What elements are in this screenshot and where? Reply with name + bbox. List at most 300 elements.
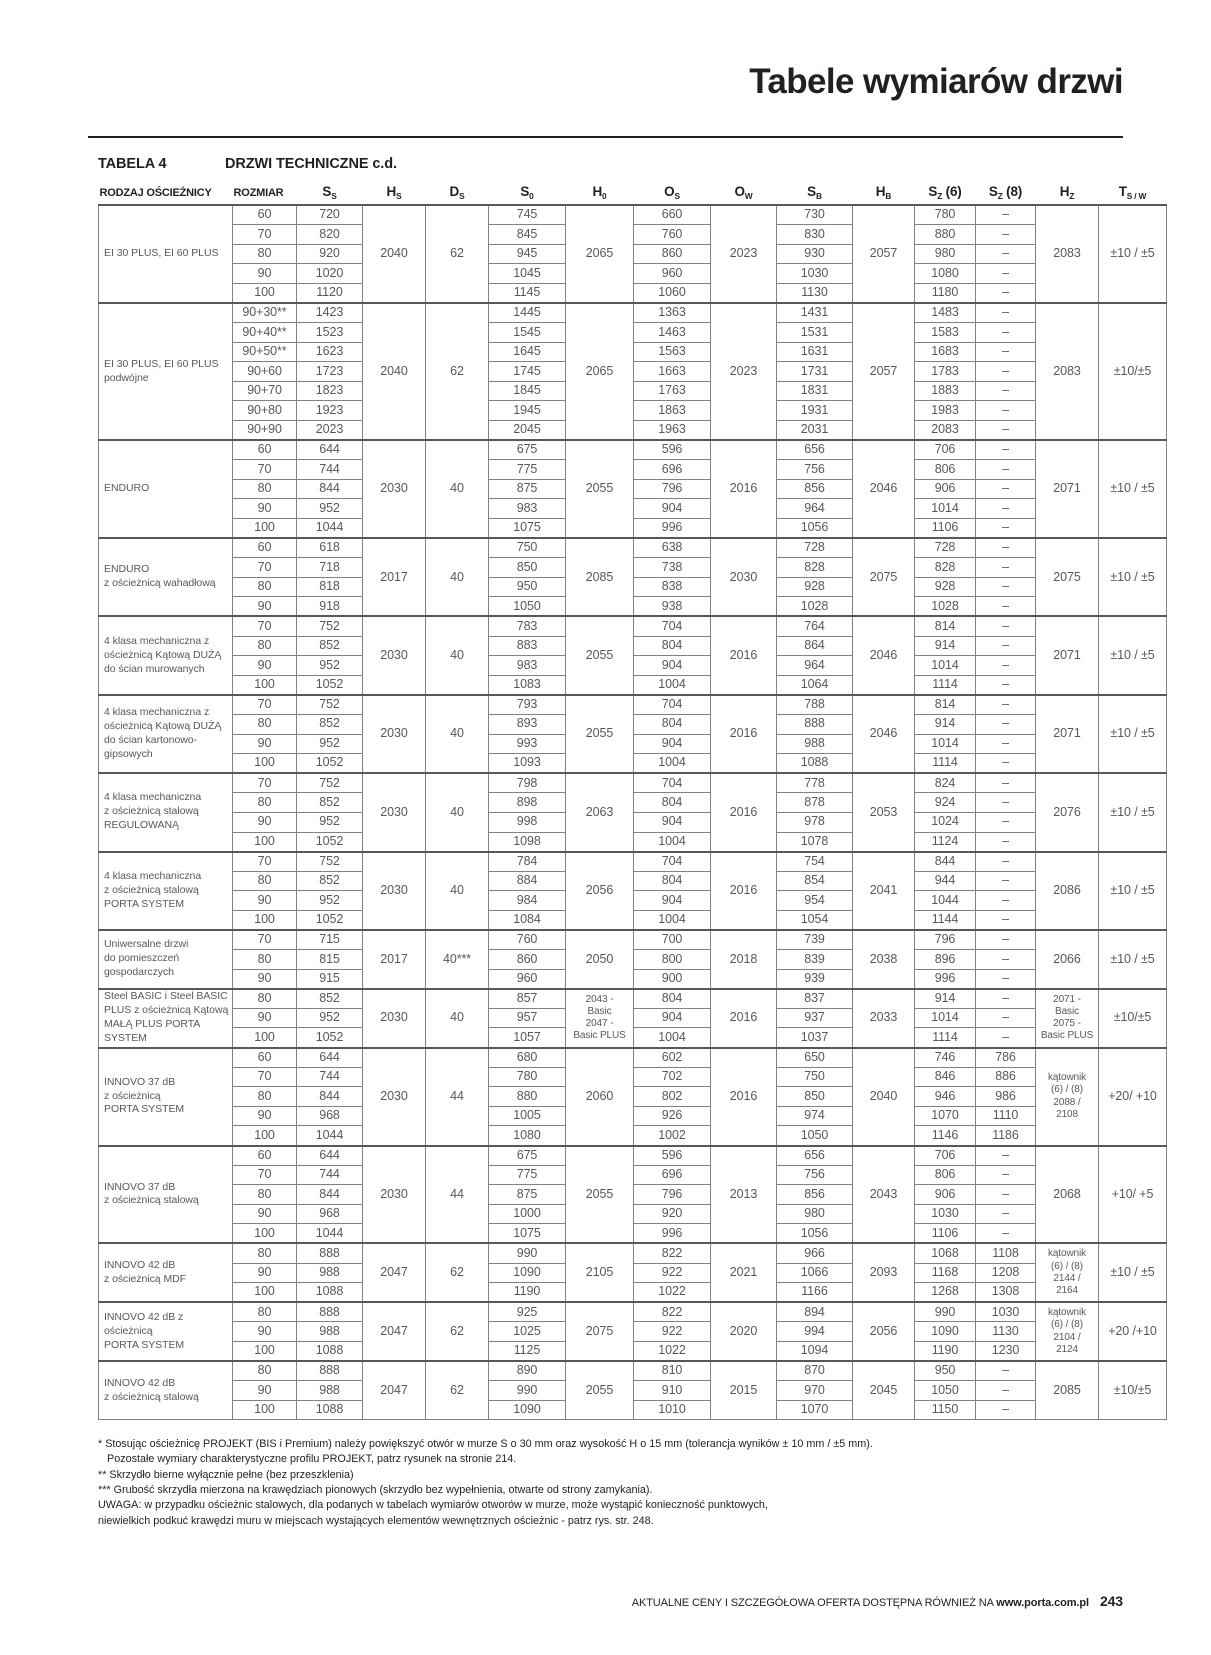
cell-rodzaj: INNOVO 42 dB z ościeżnicą stalową [99,1361,233,1420]
cell-ho: 2105 [566,1243,634,1302]
cell-os: 804 [634,714,711,734]
cell-os: 704 [634,695,711,715]
cell-sb: 1028 [777,597,853,617]
cell-hz: kątownik (6) / (8) 2144 / 2164 [1036,1243,1099,1302]
cell-os: 926 [634,1106,711,1126]
cell-ds: 40 [426,989,489,1048]
cell-sz6: 1014 [915,1008,976,1028]
cell-sz6: 746 [915,1048,976,1068]
cell-sb: 1056 [777,519,853,539]
cell-hb: 2057 [853,303,915,440]
cell-sz8: – [976,793,1036,813]
cell-rozmiar: 60 [233,538,297,558]
cell-rozmiar: 100 [233,1028,297,1048]
cell-rozmiar: 90 [233,1381,297,1401]
cell-ss: 752 [297,852,363,872]
cell-os: 1060 [634,283,711,303]
cell-rozmiar: 90 [233,656,297,676]
cell-os: 904 [634,499,711,519]
cell-ow: 2018 [711,930,777,989]
cell-ss: 1052 [297,910,363,930]
cell-sz8: 986 [976,1087,1036,1107]
cell-rodzaj: INNOVO 42 dB z ościeżnicą MDF [99,1243,233,1302]
cell-ho: 2043 - Basic 2047 - Basic PLUS [566,989,634,1048]
cell-so: 1000 [489,1204,566,1224]
cell-sz6: 814 [915,695,976,715]
cell-sb: 937 [777,1008,853,1028]
cell-os: 904 [634,734,711,754]
cell-sb: 878 [777,793,853,813]
cell-sb: 954 [777,891,853,911]
cell-so: 960 [489,969,566,989]
cell-os: 1022 [634,1341,711,1361]
cell-so: 2045 [489,421,566,441]
cell-rozmiar: 70 [233,852,297,872]
cell-so: 1075 [489,1224,566,1244]
cell-sz8: – [976,1361,1036,1381]
cell-sz6: 806 [915,1165,976,1185]
cell-rozmiar: 90 [233,1008,297,1028]
table-row [99,1048,1167,1068]
cell-ss: 1052 [297,1028,363,1048]
cell-sz6: 880 [915,225,976,245]
cell-os: 900 [634,969,711,989]
cell-hz: 2071 [1036,440,1099,538]
cell-sz6: 1150 [915,1400,976,1420]
cell-ss: 815 [297,950,363,970]
cell-sz6: 1983 [915,401,976,421]
dimensions-table [98,184,1167,1420]
cell-ds: 40 [426,538,489,616]
cell-os: 922 [634,1322,711,1342]
cell-sz6: 814 [915,616,976,636]
cell-sz6: 914 [915,989,976,1009]
cell-os: 922 [634,1263,711,1283]
cell-so: 984 [489,891,566,911]
cell-ss: 952 [297,1008,363,1028]
cell-sb: 894 [777,1302,853,1322]
cell-rozmiar: 90+90 [233,421,297,441]
cell-rozmiar: 70 [233,460,297,480]
cell-so: 745 [489,205,566,225]
cell-so: 1093 [489,754,566,774]
cell-ss: 644 [297,1048,363,1068]
table-row [99,440,1167,460]
cell-hb: 2043 [853,1146,915,1244]
cell-os: 860 [634,244,711,264]
cell-rodzaj: ENDURO z ościeżnicą wahadłową [99,538,233,616]
cell-sz6: 846 [915,1067,976,1087]
cell-os: 1004 [634,832,711,852]
cell-ss: 888 [297,1302,363,1322]
cell-so: 760 [489,930,566,950]
cell-sb: 994 [777,1322,853,1342]
col-header-so: $S_0$ [520,184,534,201]
footnote-line: *** Grubość skrzydła mierzona na krawędziach pionowych (skrzydło bez wypełnienia, otwarte od strony zamykania). [98,1483,653,1496]
footnotes [98,1437,1098,1529]
cell-so: 675 [489,1146,566,1166]
cell-hz: 2068 [1036,1146,1099,1244]
cell-hb: 2038 [853,930,915,989]
footer-text: AKTUALNE CENY I SZCZEGÓŁOWA OFERTA DOSTĘPNA RÓWNIEŻ NA [631,1597,994,1609]
cell-os: 1463 [634,323,711,343]
cell-ss: 920 [297,244,363,264]
cell-sb: 1094 [777,1341,853,1361]
cell-so: 1080 [489,1126,566,1146]
cell-sb: 1066 [777,1263,853,1283]
cell-sb: 1531 [777,323,853,343]
cell-hz: kątownik (6) / (8) 2104 / 2124 [1036,1302,1099,1361]
cell-hb: 2046 [853,616,915,694]
cell-hz: 2085 [1036,1361,1099,1420]
cell-os: 1004 [634,910,711,930]
cell-sz8: 1208 [976,1263,1036,1283]
cell-hs: 2040 [363,205,426,303]
cell-hb: 2075 [853,538,915,616]
cell-so: 1745 [489,362,566,382]
cell-sb: 1166 [777,1283,853,1303]
cell-so: 1083 [489,675,566,695]
col-header-hs: $H_S$ [386,184,402,201]
cell-hs: 2017 [363,930,426,989]
col-header-sz8: $S_Z$ (8) [988,184,1023,201]
cell-sz6: 1014 [915,734,976,754]
cell-sz8: – [976,421,1036,441]
cell-sz8: – [976,342,1036,362]
cell-hs: 2030 [363,852,426,930]
cell-hb: 2053 [853,773,915,851]
cell-rozmiar: 90 [233,734,297,754]
cell-sz8: – [976,871,1036,891]
cell-os: 1010 [634,1400,711,1420]
cell-tsw: ±10/±5 [1099,989,1167,1048]
cell-hb: 2041 [853,852,915,930]
cell-sb: 837 [777,989,853,1009]
cell-ss: 844 [297,1087,363,1107]
cell-sz8: – [976,244,1036,264]
cell-os: 1963 [634,421,711,441]
cell-sb: 739 [777,930,853,950]
cell-sz8: – [976,734,1036,754]
cell-sz8: – [976,479,1036,499]
cell-sz8: – [976,616,1036,636]
cell-sz8: – [976,538,1036,558]
cell-sz6: 828 [915,558,976,578]
cell-tsw: ±10 / ±5 [1099,773,1167,851]
cell-rozmiar: 70 [233,616,297,636]
cell-hb: 2033 [853,989,915,1048]
page-number: 243 [1099,1593,1123,1609]
cell-ho: 2055 [566,1361,634,1420]
table-row [99,1302,1167,1322]
cell-rozmiar: 60 [233,1048,297,1068]
cell-ss: 644 [297,1146,363,1166]
cell-ho: 2085 [566,538,634,616]
table-row [99,773,1167,793]
cell-ds: 62 [426,205,489,303]
cell-sz6: 796 [915,930,976,950]
cell-sb: 1064 [777,675,853,695]
cell-sz8: – [976,205,1036,225]
cell-sz8: – [976,636,1036,656]
cell-sz8: 1108 [976,1243,1036,1263]
cell-so: 875 [489,1185,566,1205]
cell-sb: 854 [777,871,853,891]
cell-rodzaj: 4 klasa mechaniczna z ościeżnicą stalową PORTA SYSTEM [99,852,233,930]
table-body [99,205,1167,1420]
cell-rozmiar: 90 [233,891,297,911]
cell-sz8: – [976,695,1036,715]
cell-tsw: ±10 / ±5 [1099,930,1167,989]
cell-sz6: 996 [915,969,976,989]
cell-ds: 62 [426,1243,489,1302]
cell-sz8: – [976,1165,1036,1185]
cell-ds: 40 [426,773,489,851]
dimensions-table-wrapper [98,184,1157,1420]
cell-ss: 2023 [297,421,363,441]
cell-rozmiar: 90+70 [233,381,297,401]
cell-sb: 928 [777,577,853,597]
cell-sz6: 950 [915,1361,976,1381]
cell-sb: 656 [777,440,853,460]
cell-hz: 2066 [1036,930,1099,989]
cell-ss: 715 [297,930,363,950]
cell-ss: 744 [297,1165,363,1185]
cell-sb: 1631 [777,342,853,362]
cell-so: 957 [489,1008,566,1028]
cell-rozmiar: 100 [233,519,297,539]
cell-os: 822 [634,1243,711,1263]
cell-ho: 2060 [566,1048,634,1146]
cell-sb: 1056 [777,1224,853,1244]
cell-so: 860 [489,950,566,970]
cell-tsw: ±10 / ±5 [1099,440,1167,538]
cell-sz8: – [976,675,1036,695]
cell-os: 1663 [634,362,711,382]
cell-ss: 1623 [297,342,363,362]
cell-sb: 1037 [777,1028,853,1048]
cell-rozmiar: 80 [233,1302,297,1322]
cell-ss: 952 [297,499,363,519]
cell-ow: 2023 [711,303,777,440]
cell-sz6: 944 [915,871,976,891]
cell-rozmiar: 100 [233,832,297,852]
cell-os: 904 [634,891,711,911]
cell-ho: 2050 [566,930,634,989]
cell-sb: 970 [777,1381,853,1401]
cell-os: 800 [634,950,711,970]
cell-rozmiar: 80 [233,1361,297,1381]
col-header-ds: $D_S$ [449,184,465,201]
cell-ss: 1423 [297,303,363,323]
cell-hz: 2086 [1036,852,1099,930]
cell-rozmiar: 80 [233,1243,297,1263]
cell-rozmiar: 80 [233,577,297,597]
cell-rozmiar: 80 [233,636,297,656]
cell-ho: 2056 [566,852,634,930]
cell-os: 1363 [634,303,711,323]
cell-ss: 1044 [297,1126,363,1146]
cell-os: 802 [634,1087,711,1107]
cell-sz8: – [976,1224,1036,1244]
cell-tsw: +20/ +10 [1099,1048,1167,1146]
cell-rozmiar: 90 [233,499,297,519]
cell-sz6: 1050 [915,1381,976,1401]
cell-sz6: 1114 [915,754,976,774]
cell-sz8: – [976,597,1036,617]
cell-sz8: – [976,656,1036,676]
cell-hb: 2093 [853,1243,915,1302]
cell-rozmiar: 90+40** [233,323,297,343]
cell-hs: 2047 [363,1361,426,1420]
cell-ow: 2016 [711,989,777,1048]
cell-sz8: – [976,1146,1036,1166]
cell-rodzaj: INNOVO 37 dB z ościeżnicą PORTA SYSTEM [99,1048,233,1146]
cell-os: 804 [634,989,711,1009]
cell-sb: 830 [777,225,853,245]
cell-rozmiar: 70 [233,1165,297,1185]
cell-ss: 988 [297,1263,363,1283]
cell-ow: 2016 [711,695,777,773]
cell-sz6: 1044 [915,891,976,911]
cell-os: 822 [634,1302,711,1322]
cell-os: 704 [634,852,711,872]
cell-so: 1845 [489,381,566,401]
cell-sb: 980 [777,1204,853,1224]
cell-sb: 839 [777,950,853,970]
cell-rodzaj: Steel BASIC i Steel BASIC PLUS z ościeżnicą Kątową MAŁĄ PLUS PORTA SYSTEM [99,989,233,1048]
cell-sz6: 1144 [915,910,976,930]
cell-sb: 966 [777,1243,853,1263]
cell-sz8: – [976,1204,1036,1224]
cell-os: 638 [634,538,711,558]
footnote-line: * Stosując ościeżnicę PROJEKT (BIS i Premium) należy powiększyć otwór w murze S o 30 mm oraz wysokość H o 15 mm (tolerancja wyników ± 10 mm / ±5 mm). [98,1438,873,1450]
cell-os: 938 [634,597,711,617]
cell-ho: 2063 [566,773,634,851]
cell-ss: 852 [297,793,363,813]
cell-sb: 788 [777,695,853,715]
cell-sz6: 1106 [915,1224,976,1244]
cell-sz6: 1883 [915,381,976,401]
footnote-line: Pozostałe wymiary charakterystyczne profilu PROJEKT, patrz rysunek na stronie 214. [107,1453,517,1466]
cell-so: 845 [489,225,566,245]
cell-rozmiar: 90 [233,264,297,284]
cell-sz6: 1028 [915,597,976,617]
cell-sz6: 928 [915,577,976,597]
cell-rozmiar: 90 [233,597,297,617]
cell-hz: 2076 [1036,773,1099,851]
cell-os: 804 [634,793,711,813]
cell-sb: 856 [777,1185,853,1205]
cell-sz6: 1030 [915,1204,976,1224]
cell-so: 780 [489,1067,566,1087]
cell-sz6: 946 [915,1087,976,1107]
cell-ss: 952 [297,812,363,832]
cell-sz8: – [976,225,1036,245]
cell-ss: 618 [297,538,363,558]
cell-sb: 864 [777,636,853,656]
cell-so: 1084 [489,910,566,930]
cell-tsw: ±10 / ±5 [1099,616,1167,694]
cell-hs: 2017 [363,538,426,616]
cell-sz6: 906 [915,1185,976,1205]
cell-ss: 1088 [297,1283,363,1303]
cell-so: 775 [489,460,566,480]
cell-so: 893 [489,714,566,734]
cell-sb: 1931 [777,401,853,421]
cell-os: 1004 [634,1028,711,1048]
table-row [99,616,1167,636]
cell-sb: 888 [777,714,853,734]
cell-sz8: – [976,754,1036,774]
cell-ss: 744 [297,460,363,480]
cell-sb: 1130 [777,283,853,303]
cell-sz6: 1024 [915,812,976,832]
cell-ss: 852 [297,989,363,1009]
cell-hs: 2030 [363,1048,426,1146]
cell-sb: 1030 [777,264,853,284]
cell-ss: 1120 [297,283,363,303]
cell-rozmiar: 60 [233,440,297,460]
col-header-ss: $S_S$ [322,184,337,201]
cell-ss: 918 [297,597,363,617]
cell-sz8: – [976,714,1036,734]
footnote-line: niewielkich podkuć krawędzi muru w miejscach wystających elementów wewnętrznych ościeżnic - patrz rys. str. 248. [98,1514,654,1527]
cell-sb: 730 [777,205,853,225]
cell-so: 890 [489,1361,566,1381]
cell-rozmiar: 80 [233,950,297,970]
cell-sz8: 1030 [976,1302,1036,1322]
cell-os: 696 [634,1165,711,1185]
cell-os: 660 [634,205,711,225]
cell-sz8: – [976,460,1036,480]
table-row [99,205,1167,225]
cell-os: 1022 [634,1283,711,1303]
cell-sz8: – [976,362,1036,382]
cell-so: 990 [489,1381,566,1401]
cell-ow: 2016 [711,1048,777,1146]
cell-ss: 915 [297,969,363,989]
cell-hb: 2040 [853,1048,915,1146]
cell-sz6: 1114 [915,675,976,695]
cell-ow: 2016 [711,852,777,930]
cell-os: 596 [634,1146,711,1166]
cell-ss: 1052 [297,675,363,695]
cell-os: 702 [634,1067,711,1087]
cell-sz8: – [976,1008,1036,1028]
cell-rozmiar: 90 [233,1106,297,1126]
cell-ds: 40*** [426,930,489,989]
cell-sz6: 706 [915,440,976,460]
cell-sb: 650 [777,1048,853,1068]
cell-so: 880 [489,1087,566,1107]
cell-rozmiar: 80 [233,479,297,499]
cell-rozmiar: 100 [233,675,297,695]
cell-os: 704 [634,616,711,636]
cell-os: 804 [634,871,711,891]
cell-ho: 2075 [566,1302,634,1361]
cell-os: 1563 [634,342,711,362]
cell-so: 775 [489,1165,566,1185]
cell-hb: 2057 [853,205,915,303]
cell-ho: 2055 [566,440,634,538]
cell-sz8: – [976,499,1036,519]
cell-sz8: – [976,577,1036,597]
cell-sz6: 2083 [915,421,976,441]
cell-rozmiar: 70 [233,225,297,245]
cell-sz8: – [976,950,1036,970]
cell-sz6: 1090 [915,1322,976,1342]
